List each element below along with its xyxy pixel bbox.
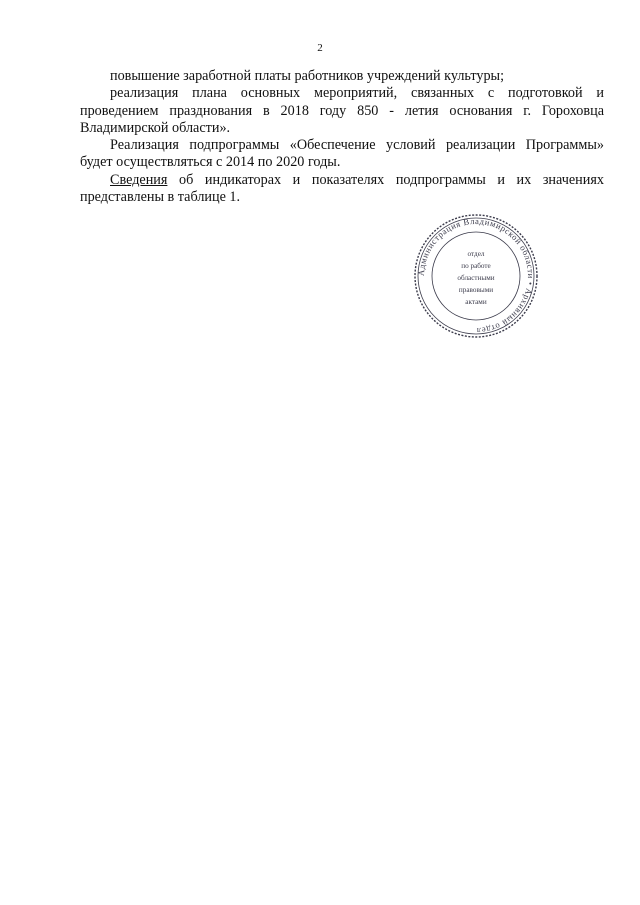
stamp-center-line-2: по работе — [461, 262, 491, 270]
stamp-outer-text: Администрация Владимирской области • Архивный отдел — [415, 215, 537, 337]
official-stamp — [412, 212, 540, 340]
paragraph-4-text: об индикаторах и показателях подпрограммы и их значениях представлены в таблице 1. — [80, 171, 604, 206]
stamp-center-line-1: отдел — [467, 250, 485, 258]
page-number: 2 — [317, 42, 323, 54]
stamp-center-line-4: правовыми — [458, 286, 494, 294]
document-body — [80, 68, 604, 206]
stamp-center-line-3: областными — [457, 274, 495, 282]
paragraph-2: реализация плана основных мероприятий, связанных с подготовкой и проведением празднования в 2018 году 850 - летия основания г. Гороховца Владимирской области». — [80, 85, 604, 136]
paragraph-3: Реализация подпрограммы «Обеспечение условий реализации Программы» будет осуществляться с 2014 по 2020 годы. — [80, 137, 604, 171]
svedeniya-link[interactable]: Сведения — [110, 171, 168, 188]
paragraph-4 — [80, 172, 604, 207]
stamp-center-line-5: актами — [465, 298, 487, 306]
paragraph-1: повышение заработной платы работников учреждений культуры; — [110, 68, 505, 84]
